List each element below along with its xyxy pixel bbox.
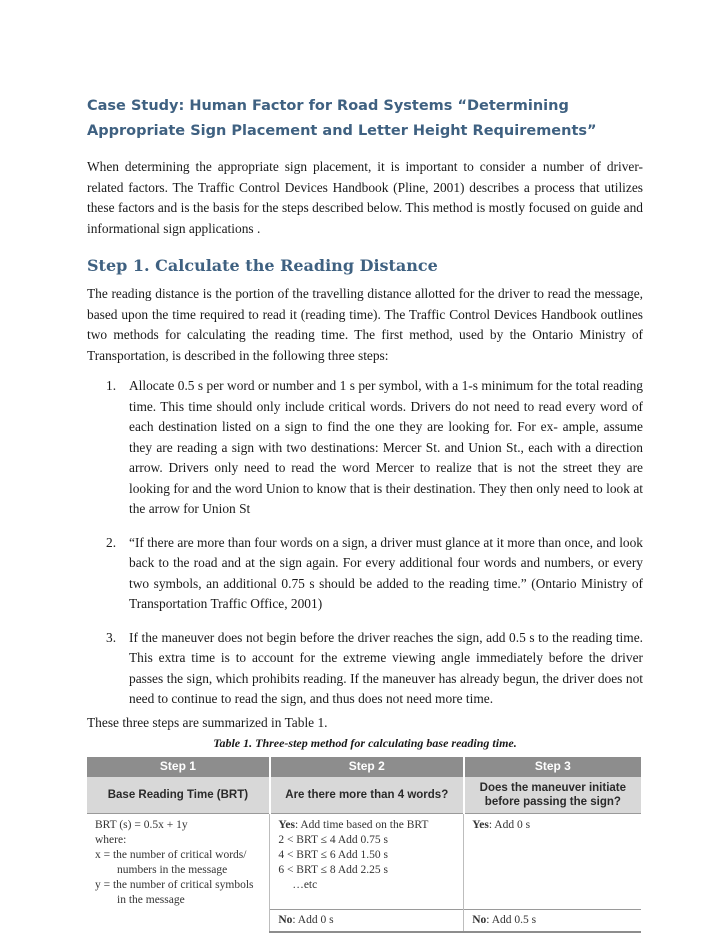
- table-cell-step3-no: [464, 910, 641, 933]
- list-item: [87, 533, 643, 615]
- brt-range-row: 6 < BRT ≤ 8 Add 2.25 s: [278, 864, 388, 876]
- yes-label: Yes: [472, 819, 489, 831]
- list-item-text: If the maneuver does not begin before the driver reaches the sign, add 0.5 s to the reading time. This extra time is to account for the extreme viewing angle immediately before the driver passes the sign, which prohibits reading. If the maneuver has already begun, the driver does not need to continue to read the sign, and thus does not need more time.: [129, 629, 643, 706]
- step1-paragraph: The reading distance is the portion of the travelling distance allotted for the driver to read the message, based upon the time required to read it (reading time). The Traffic Control Devices Handbook outlines two methods for calculating the reading time. The first method, used by the Ontario Ministry of Transportation, is described in the following three steps:: [87, 286, 643, 363]
- table-caption: Table 1. Three-step method for calculating base reading time.: [213, 736, 517, 750]
- table-header-step1: Step 1: [87, 757, 270, 776]
- list-number: 3.: [106, 629, 117, 645]
- table-header-step3: Step 3: [464, 757, 641, 776]
- y-definition: y = the number of critical symbols: [95, 879, 254, 891]
- step2-no-line: [278, 913, 455, 928]
- brt-formula: BRT (s) = 0.5x + 1y: [95, 819, 188, 831]
- table-subheader-brt: Base Reading Time (BRT): [87, 776, 270, 814]
- yes-text: : Add 0 s: [488, 819, 531, 831]
- step3-yes-line: [472, 818, 633, 833]
- list-item-text: Allocate 0.5 s per word or number and 1 s per symbol, with a 1-s minimum for the total reading time. This time should only include critical words. Drivers do not need to read every word of each destination listed on a sign to find the one they are looking for. For ex- ample, assume they are reading a sign with two destinations: Mercer St. and Union St., each with a direction arrow. Drivers only need to read the word Mercer to realize that is not the street they are looking for and the word Union to know that is their destination. They then only need to look at the arrow for Union St: [129, 378, 643, 516]
- intro-paragraph: When determining the appropriate sign placement, it is important to consider a number of driver-related factors. The Traffic Control Devices Handbook (Pline, 2001) describes a process that utilizes these factors and is the basis for the steps described below. This method is mostly focused on guide and informational sign applications .: [87, 159, 643, 236]
- list-item-text: “If there are more than four words on a sign, a driver must glance at it more than once, and look back to the road and at the sign again. For every additional four words and numbers, or every two symbols, an additional 0.75 s should be added to the reading time.” (Ontario Ministry of Transportation Traffic Office, 2001): [129, 534, 643, 611]
- no-label: No: [278, 914, 293, 926]
- no-text: : Add 0 s: [292, 914, 334, 926]
- list-item: [87, 376, 643, 520]
- list-number: 2.: [106, 534, 117, 550]
- document-page: [87, 94, 643, 933]
- brt-range-row: 2 < BRT ≤ 4 Add 0.75 s: [278, 834, 388, 846]
- y-definition-cont: in the message: [117, 894, 185, 906]
- yes-text: : Add time based on the BRT: [294, 819, 429, 831]
- step3-no-line: [472, 913, 633, 928]
- document-title: Case Study: Human Factor for Road Systems “Determining Appropriate Sign Placement and Letter Height Requirements”: [87, 98, 597, 139]
- no-label: No: [472, 914, 487, 926]
- table-header-row: [87, 757, 641, 776]
- step2-yes-line: [278, 818, 455, 833]
- brt-range-row: 4 < BRT ≤ 6 Add 1.50 s: [278, 849, 388, 861]
- table-cell-step1: [87, 814, 270, 933]
- table-subheader-row: [87, 776, 641, 814]
- where-label: where:: [95, 834, 127, 846]
- list-item: [87, 628, 643, 710]
- list-number: 1.: [106, 378, 117, 393]
- table-row: [87, 814, 641, 910]
- x-definition: x = the number of critical words/: [95, 849, 247, 861]
- step1-heading: Step 1. Calculate the Reading Distance: [87, 256, 438, 275]
- table-cell-step3-yes: [464, 814, 641, 910]
- table-header-step2: Step 2: [270, 757, 464, 776]
- no-text: : Add 0.5 s: [486, 914, 537, 926]
- table-cell-step2-yes: [270, 814, 464, 910]
- reading-time-table: [87, 757, 641, 933]
- step-list: [87, 376, 643, 710]
- x-definition-cont: numbers in the message: [117, 864, 228, 876]
- table-subheader-maneuver: Does the maneuver initiate before passing the sign?: [464, 776, 641, 814]
- table-cell-step2-no: [270, 910, 464, 933]
- yes-label: Yes: [278, 819, 295, 831]
- summary-text: These three steps are summarized in Table 1.: [87, 714, 328, 730]
- etc-text: …etc: [292, 879, 318, 891]
- table-subheader-words: Are there more than 4 words?: [270, 776, 464, 814]
